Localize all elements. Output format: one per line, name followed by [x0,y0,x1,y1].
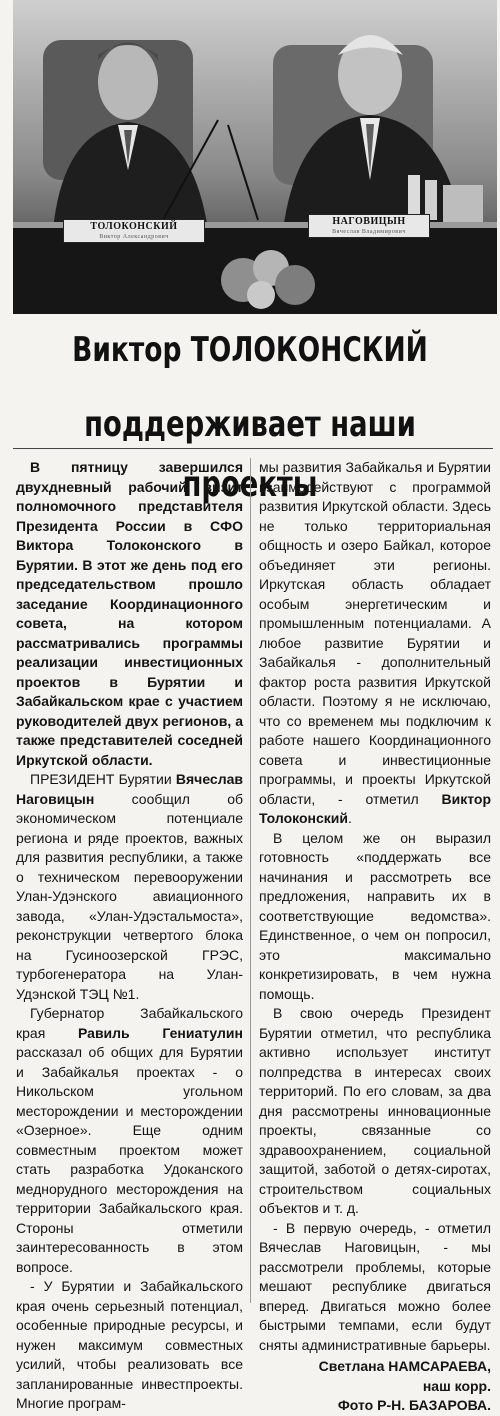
p4-cont-text: мы развития Забайкалья и Бурятии взаимодействуют с программой развития Иркутской области. Здесь не только территориальная общность и озеро Байкал, которое объединяет эти регионы. Иркутская область обладает особым энергетическим и промышленным потенциалами. А любое развитие Бурятии и Забайкалья - дополнительный фактор роста развития Иркутской области. Поэтому я не исключаю, что со временем мы подключим к работе нашего Координационного совета и инвестиционные программы, и проекты Иркутской области, - отметил [259,459,491,807]
headline-line-2: поддерживает наши проекты [84,404,416,505]
nameplate-tolokonsky-name: ТОЛОКОНСКИЙ [90,221,178,232]
nameplate-tolokonsky-sub: Виктор Александрович [99,234,169,240]
nameplate-nagovitsyn-sub: Вячеслав Владимирович [332,229,406,235]
headline-line-1: Виктор ТОЛОКОНСКИЙ [72,330,428,370]
p2-person-name: Вячеслав Наговицын [16,771,243,807]
article-byline [259,1357,491,1416]
meeting-photo-graphic [13,0,497,314]
byline-photo-credit: Фото Р-Н. БАЗАРОВА. [337,1397,491,1413]
nameplate-nagovitsyn [308,214,430,238]
p3-text-rest: рассказал об общих для Бурятии и Забайкалья проектах - о Никольском угольном месторождении и месторождении «Озерное». Еще одним совместным проектом может стать разработка Удоканского меднорудного месторождения на территории Забайкальского края. Стороны отметили заинтересованность в этом вопросе. [16,1044,243,1275]
article-paragraph-4-continued [259,458,491,829]
news-photo [13,0,497,314]
p2-text-start: ПРЕЗИДЕНТ Бурятии [30,771,176,787]
article-paragraph-7: - В первую очередь, - отметил Вячеслав Наговицын, - мы рассмотрели проблемы, которые мешают республике двигаться вперед. Двигаться можно более быстрыми темпами, если будут сняты административные барьеры. [259,1219,491,1353]
p4-person-name: Виктор Толоконский [259,790,491,826]
article-lead: В пятницу завершился двухдневный рабочий визит полномочного представителя Президента России в СФО Виктора Толоконского в Бурятии. В этот же день под его председательством прошло заседание Координационного совета, на котором рассматривались программы реализации инвестиционных проектов в Бурятии и Забайкальском крае с участием руководителей двух регионов, а также представителей соседней Иркутской области. [16,459,243,768]
article-paragraph-3 [16,1004,243,1277]
headline-rule [13,448,493,449]
article-column-right [259,458,491,1416]
column-divider [250,458,251,1303]
byline-role: наш корр. [422,1377,491,1394]
article-paragraph-6: В свою очередь Президент Бурятии отметил, что республика активно использует институт полпредства в интересах своих территорий. По его словам, за два дня рассмотрены инновационные проекты, связанные со здравоохранением, социальной защитой, заботой о детях-сиротах, строительством социальных объектов и т. д. [259,1005,491,1216]
byline-author: Светлана НАМСАРАЕВА, [318,1358,491,1374]
article-paragraph-4: - У Бурятии и Забайкальского края очень серьезный потенциал, особенные природные ресурсы, и нужен максимум совместных усилий, чтобы реализовать все запланированные инвестпроекты. Многие програм- [16,1278,243,1411]
article-column-left [16,458,243,1414]
p4-end-text: . [347,810,352,826]
p3-person-name: Равиль Гениатулин [78,1024,243,1041]
p2-text-rest: сообщил об экономическом потенциале региона и ряде проектов, важных для развития республики, а также о техническом перевооружении Улан-Удэнского авиационного завода, «Улан-Удэстальмоста», реконструкции четвертого блока на Гусиноозерской ГРЭС, турбогенератора на Улан-Удэнской ТЭЦ №1. [16,790,243,1002]
nameplate-tolokonsky [63,219,205,243]
article-paragraph-5: В целом же он выразил готовность «поддержать все начинания и рассмотреть все предложения, направить их в соответствующие ведомства». Единственное, о чем он попросил, это максимально конкретизировать, в чем нужна помощь. [259,829,491,1002]
article-paragraph-2 [16,770,243,1004]
nameplate-nagovitsyn-name: НАГОВИЦЫН [332,216,406,227]
p3-text-start: Губернатор Забайкальского края [16,1005,243,1041]
